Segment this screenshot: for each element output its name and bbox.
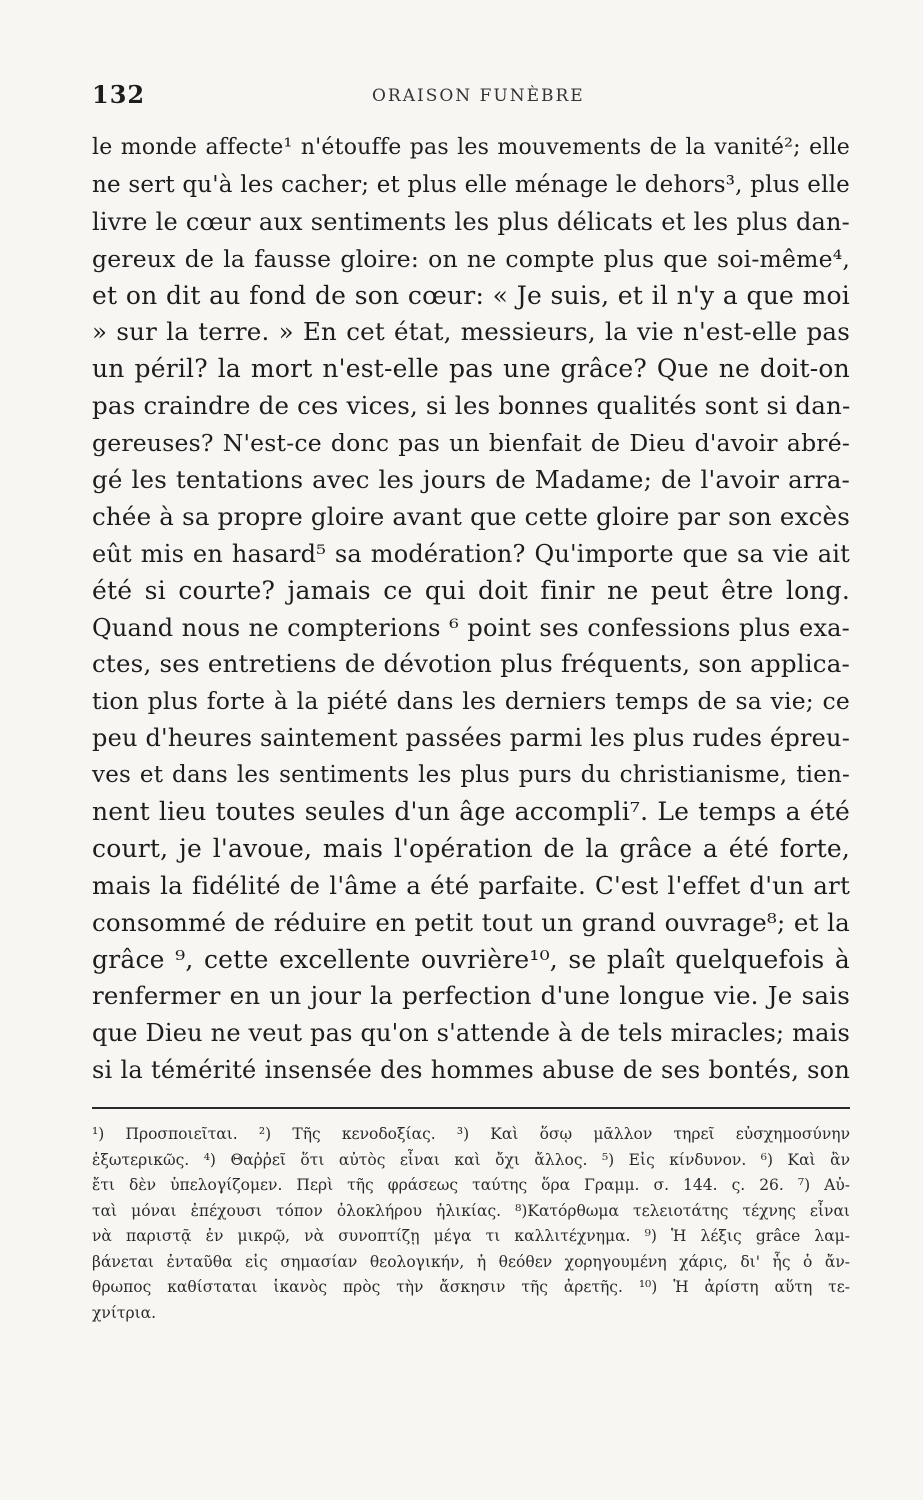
text-line: tion plus forte à la piété dans les derniers temps de sa vie; ce <box>92 687 850 716</box>
text-line: eût mis en hasard⁵ sa modération? Qu'importe que sa vie ait <box>92 539 850 568</box>
footnote-line: ¹) Προσποιεῖται. ²) Τῆς κενοδοξίας. ³) Καὶ ὅσῳ μᾶλλον τηρεῖ εὐσχημοσύνην <box>92 1125 850 1143</box>
text-line: gereux de la fausse gloire: on ne compte plus que soi-même⁴, <box>92 244 850 273</box>
text-line: » sur la terre. » En cet état, messieurs, la vie n'est-elle pas <box>92 317 850 347</box>
text-line: grâce ⁹, cette excellente ouvrière¹⁰, se plaît quelquefois à <box>92 944 850 974</box>
footnote-line: ταὶ μόναι ἐπέχουσι τόπον ὁλοκλήρου ἡλικίας. ⁸)Κατόρθωμα τελειοτάτης τέχνης εἶναι <box>92 1201 850 1220</box>
text-line: peu d'heures saintement passées parmi les plus rudes épreu- <box>92 724 850 753</box>
text-line: Quand nous ne compterions ⁶ point ses confessions plus exa- <box>92 613 850 642</box>
text-line: si la témérité insensée des hommes abuse de ses bontés, son <box>92 1056 850 1085</box>
text-line: ne sert qu'à les cacher; et plus elle ménage le dehors³, plus elle <box>92 171 850 198</box>
footnote-line: ἔτι δὲν ὑπελογίζομεν. Περὶ τῆς φράσεως ταύτης ὅρα Γραμμ. σ. 144. ς. 26. ⁷) Αὐ- <box>92 1176 850 1194</box>
text-line: ctes, ses entretiens de dévotion plus fréquents, son applica- <box>92 649 850 679</box>
text-line: renfermer en un jour la perfection d'une longue vie. Je sais <box>92 981 850 1011</box>
text-line: livre le cœur aux sentiments les plus délicats et les plus dan- <box>92 207 850 236</box>
body-text <box>92 130 850 1089</box>
footnote-line: θρωπος καθίσταται ἱκανὸς πρὸς τὴν ἄσκησιν τῆς ἀρετῆς. ¹⁰) Ἡ ἀρίστη αὕτη τε- <box>92 1278 850 1296</box>
footnote-line: νὰ παριστᾷ ἐν μικρῷ, νὰ συνοπτίζῃ μέγα τι καλλιτέχνημα. ⁹) Ἡ λέξις grâce λαμ- <box>92 1227 850 1245</box>
page-number: 132 <box>92 80 146 109</box>
text-line: pas craindre de ces vices, si les bonnes qualités sont si dan- <box>92 391 851 421</box>
text-line: gereuses? N'est-ce donc pas un bienfait de Dieu d'avoir abré- <box>92 429 850 458</box>
text-line: ves et dans les sentiments les plus purs du christianisme, tien- <box>92 762 850 789</box>
text-line: et on dit au fond de son cœur: « Je suis, et il n'y a que moi <box>92 280 850 310</box>
footnotes <box>92 1122 850 1326</box>
text-line: le monde affecte¹ n'étouffe pas les mouvements de la vanité²; elle <box>92 135 850 160</box>
footnote-line: χνίτρια. <box>92 1303 157 1322</box>
footnote-divider <box>92 1107 850 1109</box>
running-head: ORAISON FUNÈBRE <box>372 86 585 106</box>
text-line: gé les tentations avec les jours de Madame; de l'avoir arra- <box>92 465 850 495</box>
page-header <box>92 80 852 120</box>
text-line: été si courte? jamais ce qui doit finir ne peut être long. <box>92 575 850 605</box>
footnote-line: ἐξωτερικῶς. ⁴) Θαῤῥεῖ ὅτι αὐτὸς εἶναι καὶ ὄχι ἄλλος. ⁵) Εἰς κίνδυνον. ⁶) Καὶ ἂν <box>92 1150 850 1169</box>
text-line: nent lieu toutes seules d'un âge accompli⁷. Le temps a été <box>92 797 850 827</box>
footnote-line: βάνεται ἐνταῦθα εἰς σημασίαν θεολογικήν, ἡ θεόθεν χορηγουμένη χάρις, δι' ἧς ὁ ἄν- <box>92 1252 850 1271</box>
text-line: consommé de réduire en petit tout un grand ouvrage⁸; et la <box>92 907 850 937</box>
text-line: un péril? la mort n'est-elle pas une grâce? Que ne doit-on <box>92 354 850 384</box>
text-line: que Dieu ne veut pas qu'on s'attende à de tels miracles; mais <box>92 1019 851 1048</box>
text-line: chée à sa propre gloire avant que cette gloire par son excès <box>92 501 850 531</box>
text-line: mais la fidélité de l'âme a été parfaite. C'est l'effet d'un art <box>92 870 850 900</box>
text-line: court, je l'avoue, mais l'opération de la grâce a été forte, <box>92 833 850 863</box>
